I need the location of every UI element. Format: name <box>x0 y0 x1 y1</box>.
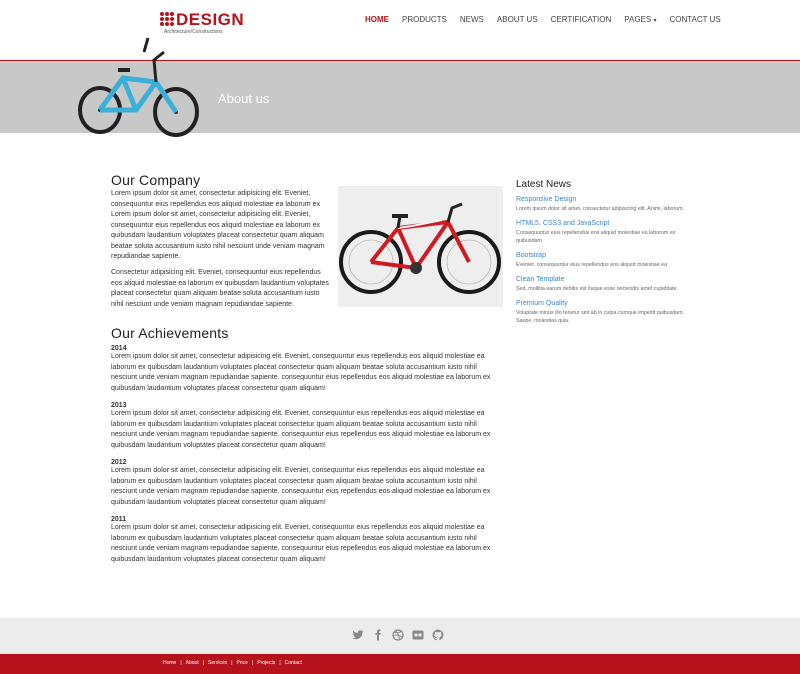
our-achievements-heading: Our Achievements <box>111 325 229 341</box>
achievement-item <box>111 345 503 394</box>
latest-news-heading: Latest News <box>516 179 572 190</box>
footer-nav-bar <box>0 654 800 674</box>
achievement-year: 2011 <box>111 516 127 523</box>
achievement-text: Lorem ipsum dolor sit amet, consectetur adipisicing elit. Eveniet, consequuntur eius repellendus eos aliquid molestiae ea laborum ex quibusdam laudantium voluptates placeat consectetur quam aliquam beatae soluta accusantium iusto nihil nesciunt unde veniam magnam repudiandae sapiente. consequuntur eius repellendus eos aliquid molestiae ea laborum ex quibusdam laudantium voluptates placeat consectetur quam aliquam! <box>111 524 491 563</box>
footer-link-home[interactable]: Home <box>163 660 177 666</box>
achievement-year: 2012 <box>111 459 127 466</box>
achievement-text: Lorem ipsum dolor sit amet, consectetur adipisicing elit. Eveniet, consequuntur eius repellendus eos aliquid molestiae ea laborum ex quibusdam laudantium voluptates placeat consectetur quam aliquam beatae soluta accusantium iusto nihil nesciunt unde veniam magnam repudiandae sapiente. consequuntur eius repellendus eos aliquid molestiae ea laborum ex quibusdam laudantium voluptates placeat consectetur quam aliquam! <box>111 467 491 506</box>
github-icon[interactable] <box>432 628 444 640</box>
company-paragraph-2: Consectetur adipisicing elit. Eveniet, consequuntur eius repellendus eos aliquid molestiae ea laborum ex quibusdam laudantium voluptates placeat consectetur quam aliquam beatae soluta accusantium iusto nihil nesciunt unde veniam magnam repudiandae sapiente. <box>111 269 329 308</box>
nav-about-us[interactable]: ABOUT US <box>496 15 538 24</box>
news-summary: Sed, mollitia earum debitis est itaque esse reiciendis amet cupiditate. <box>516 286 678 292</box>
nav-contact-us[interactable]: CONTACT US <box>669 15 721 24</box>
nav-certification[interactable]: CERTIFICATION <box>550 15 612 24</box>
page-title: About us <box>218 91 270 106</box>
achievement-year: 2014 <box>111 345 127 352</box>
our-company-heading: Our Company <box>111 172 201 188</box>
news-link-clean-template[interactable]: Clean Template <box>516 276 565 283</box>
road-bike-image <box>338 186 503 307</box>
achievement-text: Lorem ipsum dolor sit amet, consectetur adipisicing elit. Eveniet, consequuntur eius repellendus eos aliquid molestiae ea laborum ex quibusdam laudantium voluptates placeat consectetur quam aliquam beatae soluta accusantium iusto nihil nesciunt unde veniam magnam repudiandae sapiente. consequuntur eius repellendus eos aliquid molestiae ea laborum ex quibusdam laudantium voluptates placeat consectetur quam aliquam! <box>111 353 491 392</box>
achievement-item <box>111 459 503 508</box>
news-item <box>516 275 702 293</box>
company-paragraph-1: Lorem ipsum dolor sit amet, consectetur adipisicing elit. Eveniet, consequuntur eius repellendus eos aliquid molestiae ea laborum ex Lorem ipsum dolor sit amet, consectetur adipisicing elit. Eveniet, consequuntur eius repellendus eos aliquid molestiae ea laborum ex quibusdam laudantium voluptates placeat consectetur quam aliquam beatae soluta accusantium iusto nihil nesciunt unde veniam magnam repudiandae sapiente. <box>111 190 325 260</box>
latest-news-sidebar <box>516 179 702 331</box>
footer-links: Home | About | Services | Price | Projects | Contact <box>163 660 302 666</box>
nav-products[interactable]: PRODUCTS <box>402 15 447 24</box>
news-link-html5[interactable]: HTML5, CSS3 and JavaScript <box>516 220 610 227</box>
logo-subtitle: Architecture/Constructions <box>164 29 223 35</box>
flickr-icon[interactable] <box>412 628 424 640</box>
news-summary: Lorem ipsum dolor sit amet, consectetur adipisicing elit. Animi, laborum. <box>516 206 685 212</box>
footer-link-contact[interactable]: Contact <box>284 660 302 666</box>
achievement-year: 2013 <box>111 402 127 409</box>
footer-link-about[interactable]: About <box>185 660 199 666</box>
achievement-item <box>111 402 503 451</box>
nav-home[interactable]: HOME <box>365 15 389 24</box>
logo-text: DESIGN <box>176 10 245 29</box>
footer-link-price[interactable]: Price <box>236 660 248 666</box>
news-link-premium-quality[interactable]: Premium Quality <box>516 300 568 307</box>
news-summary: Voluptate minus illo tenetur sint ab in culpa cumque impedit quibusdam. Saepe, molestias quia. <box>516 310 685 324</box>
nav-news[interactable]: NEWS <box>459 15 484 24</box>
footer-link-services[interactable]: Services <box>208 660 228 666</box>
mountain-bike-image <box>78 30 208 140</box>
news-item <box>516 219 702 245</box>
dribbble-icon[interactable] <box>392 628 404 640</box>
social-links <box>352 628 452 640</box>
news-item <box>516 195 702 213</box>
news-summary: Consequuntur eius repellendus eos aliquid molestiae ea laborum ex quibusdam <box>516 230 676 244</box>
news-summary: Eveniet, consequuntur eius repellendus eos aliquid molestiae ea <box>516 262 668 268</box>
chevron-down-icon: ▾ <box>653 18 657 24</box>
achievement-text: Lorem ipsum dolor sit amet, consectetur adipisicing elit. Eveniet, consequuntur eius repellendus eos aliquid molestiae ea laborum ex quibusdam laudantium voluptates placeat consectetur quam aliquam beatae soluta accusantium iusto nihil nesciunt unde veniam magnam repudiandae sapiente. consequuntur eius repellendus eos aliquid molestiae ea laborum ex quibusdam laudantium voluptates placeat consectetur quam aliquam! <box>111 410 491 449</box>
main-nav <box>365 14 734 27</box>
news-link-bootstrap[interactable]: Bootstrap <box>516 252 546 259</box>
footer-link-projects[interactable]: Projects <box>257 660 276 666</box>
news-link-responsive-design[interactable]: Responsive Design <box>516 196 577 203</box>
achievement-item <box>111 516 503 565</box>
nav-pages-label: PAGES <box>624 15 652 24</box>
logo-mark-icon <box>160 12 174 26</box>
news-item <box>516 299 702 325</box>
facebook-icon[interactable] <box>372 628 384 640</box>
news-item <box>516 251 702 269</box>
nav-pages[interactable] <box>624 14 656 27</box>
road-bike-icon <box>338 186 503 307</box>
twitter-icon[interactable] <box>352 628 364 640</box>
